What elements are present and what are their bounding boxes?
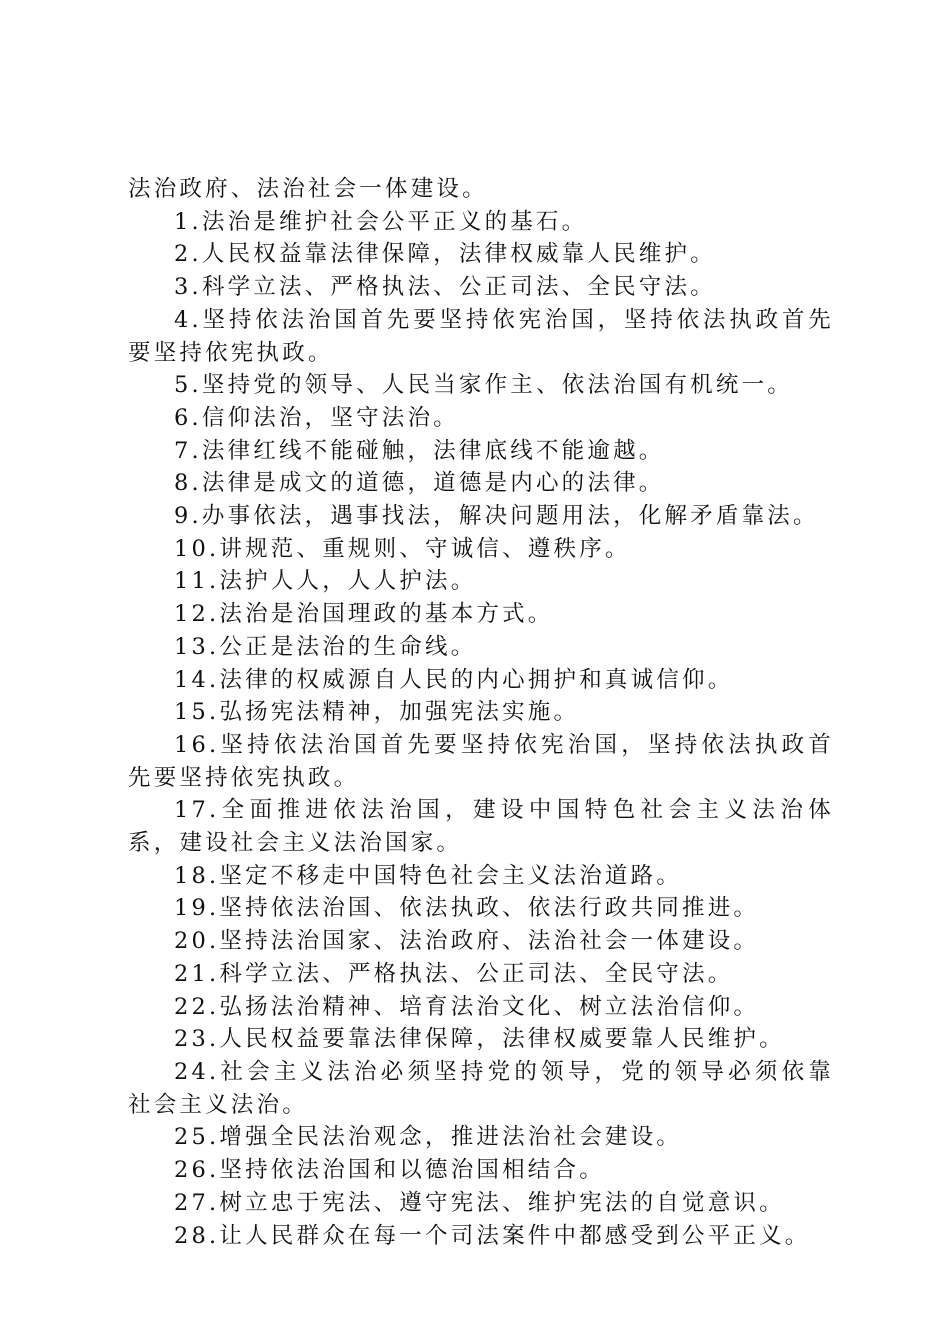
list-item <box>128 1056 834 1121</box>
item-text: 坚持法治国家、法治政府、法治社会一体建设。 <box>219 928 760 955</box>
list-item <box>128 271 834 304</box>
list-item <box>128 631 834 664</box>
list-item <box>128 860 834 893</box>
list-item <box>128 598 834 631</box>
item-text: 法治是维护社会公平正义的基石。 <box>201 208 588 235</box>
list-item <box>128 794 834 859</box>
item-text: 人民权益靠法律保障，法律权威靠人民维护。 <box>201 241 716 268</box>
item-text: 增强全民法治观念，推进法治社会建设。 <box>219 1124 682 1151</box>
item-number: 20. <box>174 928 220 955</box>
item-text: 弘扬法治精神、培育法治文化、树立法治信仰。 <box>219 993 760 1020</box>
item-text: 科学立法、严格执法、公正司法、全民守法。 <box>219 960 734 987</box>
item-number: 17. <box>174 797 220 824</box>
document-body <box>128 173 834 1252</box>
item-number: 18. <box>174 862 220 889</box>
list-item <box>128 565 834 598</box>
item-text: 弘扬宪法精神，加强宪法实施。 <box>219 699 580 726</box>
item-number: 14. <box>174 666 220 693</box>
item-number: 1. <box>174 208 202 235</box>
list-item <box>128 925 834 958</box>
list-item <box>128 500 834 533</box>
item-number: 21. <box>174 960 220 987</box>
item-number: 6. <box>174 404 202 431</box>
item-number: 24. <box>174 1058 220 1085</box>
list-item <box>128 206 834 239</box>
item-text: 法律是成文的道德，道德是内心的法律。 <box>201 470 665 497</box>
list-item <box>128 991 834 1024</box>
item-number: 7. <box>174 437 202 464</box>
item-number: 13. <box>174 633 220 660</box>
list-item <box>128 1220 834 1253</box>
item-number: 3. <box>174 274 202 301</box>
item-text: 法律红线不能碰触，法律底线不能逾越。 <box>201 437 665 464</box>
list-item <box>128 696 834 729</box>
item-text: 公正是法治的生命线。 <box>219 633 477 660</box>
item-text: 坚持依法治国首先要坚持依宪治国，坚持依法执政首先要坚持依宪执政。 <box>128 306 834 366</box>
item-number: 11. <box>174 568 220 595</box>
list-item <box>128 304 834 369</box>
list-item <box>128 1154 834 1187</box>
item-text: 坚定不移走中国特色社会主义法治道路。 <box>219 862 682 889</box>
item-text: 坚持依法治国首先要坚持依宪治国，坚持依法执政首先要坚持依宪执政。 <box>128 731 834 791</box>
item-text: 信仰法治，坚守法治。 <box>201 404 459 431</box>
item-text: 坚持依法治国和以德治国相结合。 <box>219 1157 605 1184</box>
list-item <box>128 729 834 794</box>
item-text: 法治是治国理政的基本方式。 <box>219 601 554 628</box>
item-text: 社会主义法治必须坚持党的领导，党的领导必须依靠社会主义法治。 <box>128 1058 834 1118</box>
list-item <box>128 467 834 500</box>
list-item <box>128 435 834 468</box>
item-text: 讲规范、重规则、守诚信、遵秩序。 <box>219 535 631 562</box>
item-text: 法律的权威源自人民的内心拥护和真诚信仰。 <box>219 666 734 693</box>
list-item <box>128 1023 834 1056</box>
item-text: 坚持党的领导、人民当家作主、依法治国有机统一。 <box>201 372 793 399</box>
item-text: 人民权益要靠法律保障，法律权威要靠人民维护。 <box>219 1026 785 1053</box>
item-number: 8. <box>174 470 202 497</box>
item-text: 坚持依法治国、依法执政、依法行政共同推进。 <box>219 895 760 922</box>
list-item <box>128 533 834 566</box>
item-text: 法护人人，人人护法。 <box>219 568 477 595</box>
item-text: 科学立法、严格执法、公正司法、全民守法。 <box>201 274 716 301</box>
item-number: 9. <box>174 503 202 530</box>
lead-line: 法治政府、法治社会一体建设。 <box>128 176 488 202</box>
item-number: 19. <box>174 895 220 922</box>
item-number: 26. <box>174 1157 220 1184</box>
item-number: 4. <box>174 306 202 333</box>
item-number: 2. <box>174 241 202 268</box>
item-number: 10. <box>174 535 220 562</box>
item-number: 23. <box>174 1026 220 1053</box>
item-text: 办事依法，遇事找法，解决问题用法，化解矛盾靠法。 <box>201 503 819 530</box>
item-number: 12. <box>174 601 220 628</box>
item-number: 5. <box>174 372 202 399</box>
item-text: 树立忠于宪法、遵守宪法、维护宪法的自觉意识。 <box>219 1189 785 1216</box>
list-item <box>128 664 834 697</box>
list-item <box>128 369 834 402</box>
list-item <box>128 1187 834 1220</box>
list-item <box>128 238 834 271</box>
item-number: 28. <box>174 1222 220 1249</box>
list-item <box>128 402 834 435</box>
list-item <box>128 1121 834 1154</box>
item-number: 16. <box>174 731 220 758</box>
item-text: 全面推进依法治国，建设中国特色社会主义法治体系，建设社会主义法治国家。 <box>128 797 834 857</box>
item-number: 25. <box>174 1124 220 1151</box>
list-item <box>128 958 834 991</box>
item-text: 让人民群众在每一个司法案件中都感受到公平正义。 <box>219 1222 811 1249</box>
item-number: 15. <box>174 699 220 726</box>
list-item <box>128 892 834 925</box>
item-number: 22. <box>174 993 220 1020</box>
item-number: 27. <box>174 1189 220 1216</box>
